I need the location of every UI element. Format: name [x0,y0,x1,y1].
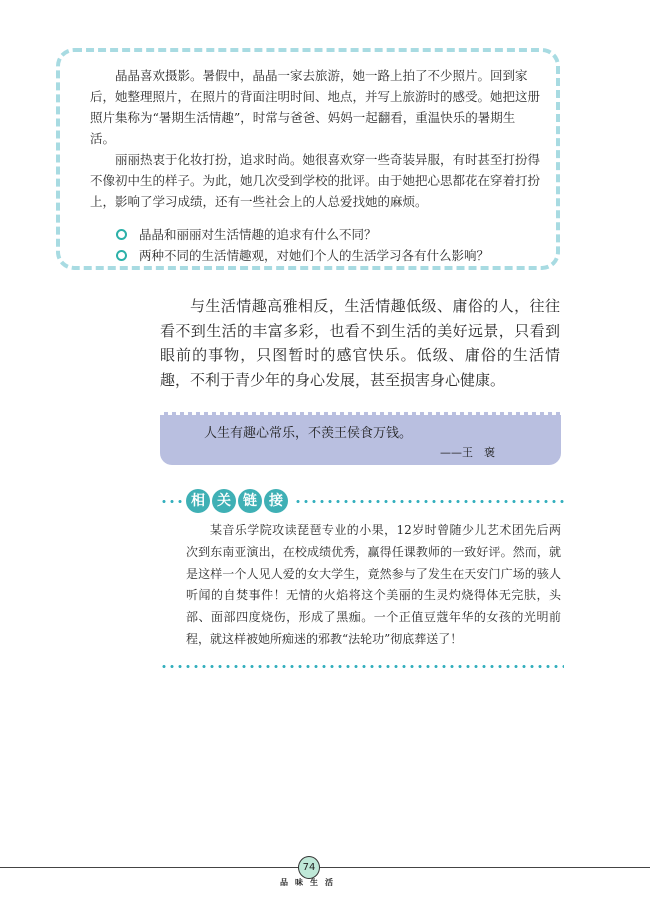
dotted-divider [294,500,564,503]
related-link-text [186,520,561,651]
quote-author: ——王 褒 [440,446,495,459]
dotted-divider [160,500,182,503]
main-body-text [160,294,560,392]
discussion-questions [116,224,546,266]
case-paragraph-lili: 丽丽热衷于化妆打扮，追求时尚。她很喜欢穿一些奇装异服，有时甚至打扮得不像初中生的样子。为此，她几次受到学校的批评。由于她把心思都花在穿着打扮上，影响了学习成绩，还有一些社会上的人总爱找她的麻烦。 [90,152,541,209]
circle-bullet-icon [116,229,127,240]
quote-box [160,412,561,465]
circle-bullet-icon [116,250,127,261]
case-paragraph-jingjing: 晶晶喜欢摄影。暑假中，晶晶一家去旅游，她一路上拍了不少照片。回到家后，她整理照片，在照片的背面注明时间、地点，并写上旅游时的感受。她把这册照片集称为“暑期生活情趣”，时常与爸爸、妈妈一起翻看，重温快乐的暑期生活。 [90,68,541,146]
title-bubble: 关 [212,489,236,513]
case-study-text [90,65,540,212]
quote-text: 人生有趣心常乐，不羡王侯食万钱。 [204,426,413,441]
question-text: 晶晶和丽丽对生活情趣的追求有什么不同？ [139,227,377,242]
main-paragraph: 与生活情趣高雅相反，生活情趣低级、庸俗的人，往往看不到生活的丰富多彩，也看不到生活的美好远景，只看到眼前的事物，只图暂时的感官快乐。低级、庸俗的生活情趣，不利于青少年的身心发展，甚至损害身心健康。 [160,297,560,389]
question-item [116,224,546,245]
book-title: 品味生活 [280,878,340,887]
related-link-header [160,489,564,513]
related-paragraph: 某音乐学院攻读琵琶专业的小果，12岁时曾随少儿艺术团先后两次到东南亚演出，在校成绩优秀，赢得任课教师的一致好评。然而，就是这样一个人见人爱的女大学生，竟然参与了发生在天安门广场的骇人听闻的自焚事件！无情的火焰将这个美丽的生灵灼烧得体无完肤，头部、面部四度烧伤，形成了黑痂。一个正值豆蔻年华的女孩的光明前程，就这样被她所痴迷的邪教“法轮功”彻底葬送了！ [186,523,561,646]
dotted-divider-bottom [160,665,564,668]
question-text: 两种不同的生活情趣观，对她们个人的生活学习各有什么影响？ [139,248,490,263]
question-item [116,245,546,266]
title-bubble: 接 [264,489,288,513]
title-bubble: 链 [238,489,262,513]
footer-rule [0,867,650,868]
page-number-badge: 74 [298,856,320,879]
title-bubble: 相 [186,489,210,513]
